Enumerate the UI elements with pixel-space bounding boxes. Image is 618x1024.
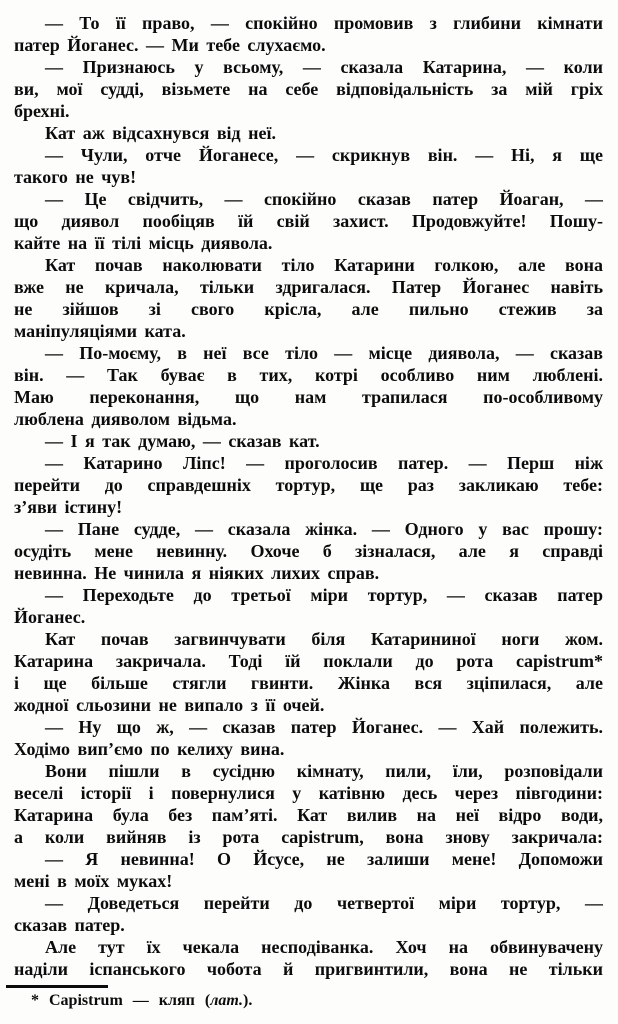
text-line: осудіть мене невинну. Охоче б зізналася, але я справді: [14, 541, 603, 561]
text-line: — Доведеться перейти до четвертої міри тортур, —: [45, 893, 603, 913]
text-line: що диявол пообіцяв їй свій захист. Продовжуйте! Пошу-: [14, 211, 603, 231]
text-line: мені в моїх муках!: [14, 871, 173, 891]
text-line: такого не чув!: [14, 167, 137, 187]
paragraph: [14, 936, 603, 980]
text-line: патер Йоганес. — Ми тебе слухаємо.: [14, 35, 326, 55]
text-line: жодної сльозини не випало з її очей.: [14, 695, 325, 715]
text-line: Кат почав наколювати тіло Катарини голкою, але вона: [45, 255, 603, 275]
paragraph: [14, 188, 603, 254]
paragraph: [14, 56, 603, 122]
text-line: кайте на її тілі місць диявола.: [14, 233, 273, 253]
text-line: — Це свідчить, — спокійно сказав патер Йоаган, —: [45, 189, 603, 209]
text-line: — То її право, — спокійно промовив з глибини кімнати: [45, 13, 603, 33]
text-line: Маю переконання, що нам трапилася по-особливому: [14, 387, 603, 407]
text-line: — Признаюсь у всьому, — сказала Катарина, — коли: [45, 57, 603, 77]
footnote-term: * Capistrum — кляп (: [31, 992, 211, 1009]
text-line: Але тут їх чекала несподіванка. Хоч на обвинувачену: [45, 937, 603, 957]
paragraph: [14, 716, 603, 760]
text-line: — Ну що ж, — сказав патер Йоганес. — Хай полежить.: [45, 717, 603, 737]
footnote: [14, 985, 603, 1010]
text-line: — Пане судде, — сказала жінка. — Одного у вас прошу:: [45, 519, 603, 539]
footnote-separator-rule: [6, 985, 108, 988]
text-line: — Переходьте до третьої міри тортур, — сказав патер: [45, 585, 603, 605]
text-line: і ще більше стягли гвинти. Жінка вся зціпилася, але: [14, 673, 603, 693]
text-line: Катарина була без пам’яті. Кат вилив на неї відро води,: [14, 805, 603, 825]
text-line: — Чули, отче Йоганесе, — скрикнув він. — Ні, я ще: [45, 145, 603, 165]
paragraph: [14, 848, 603, 892]
text-line: маніпуляціями ката.: [14, 321, 186, 341]
paragraph: [14, 628, 603, 716]
text-line: — По-моєму, в неї все тіло — місце диявола, — сказав: [45, 343, 603, 363]
paragraph: [14, 122, 603, 144]
text-line: Кат аж відсахнувся від неї.: [45, 123, 277, 143]
text-line: — І я так думаю, — сказав кат.: [45, 431, 320, 451]
paragraph: [14, 430, 603, 452]
paragraph: [14, 518, 603, 584]
text-line: — Я невинна! О Йсусе, не залиши мене! Допоможи: [45, 849, 603, 869]
text-line: Йоганес.: [14, 607, 86, 627]
paragraph: [14, 254, 603, 342]
text-line: перейти до справдешніх тортур, ще раз закликаю тебе:: [14, 475, 603, 495]
text-line: наділи іспанського чобота й пригвинтили, вона не тільки: [14, 959, 603, 979]
text-line: Катарина закричала. Тоді їй поклали до рота capistrum*: [14, 651, 603, 671]
text-line: невинна. Не чинила я ніяких лихих справ.: [14, 563, 380, 583]
paragraph: [14, 144, 603, 188]
text-line: вже не кричала, тільки здригалася. Патер Йоганес навіть: [14, 277, 603, 297]
paragraph: [14, 452, 603, 518]
text-line: Вони пішли в сусідню кімнату, пили, їли, розповідали: [45, 761, 603, 781]
text-line: веселі історії і повернулися у катівню десь через півгодини:: [14, 783, 603, 803]
paragraph: [14, 892, 603, 936]
text-line: Ходімо вип’ємо по келиху вина.: [14, 739, 285, 759]
text-line: сказав патер.: [14, 915, 125, 935]
text-line: він. — Так буває в тих, котрі особливо ним люблені.: [14, 365, 603, 385]
paragraph: [14, 342, 603, 430]
text-line: не зійшов зі свого крісла, але пильно стежив за: [14, 299, 603, 319]
text-line: люблена дияволом відьма.: [14, 409, 237, 429]
text-line: Кат почав загвинчувати біля Катарининої ноги жом.: [45, 629, 603, 649]
text-line: ви, мої судді, візьмете на себе відповідальність за мій гріх: [14, 79, 603, 99]
footnote-text: [14, 991, 603, 1010]
text-line: а коли вийняв із рота capistrum, вона знову закричала:: [14, 827, 603, 847]
paragraph: [14, 12, 603, 56]
footnote-suffix: ).: [243, 992, 253, 1009]
paragraph: [14, 584, 603, 628]
text-line: з’яви істину!: [14, 497, 123, 517]
paragraph: [14, 760, 603, 848]
text-line: брехні.: [14, 101, 70, 121]
text-line: — Катарино Ліпс! — проголосив патер. — Перш ніж: [45, 453, 603, 473]
footnote-lang-label: лат.: [210, 992, 244, 1009]
